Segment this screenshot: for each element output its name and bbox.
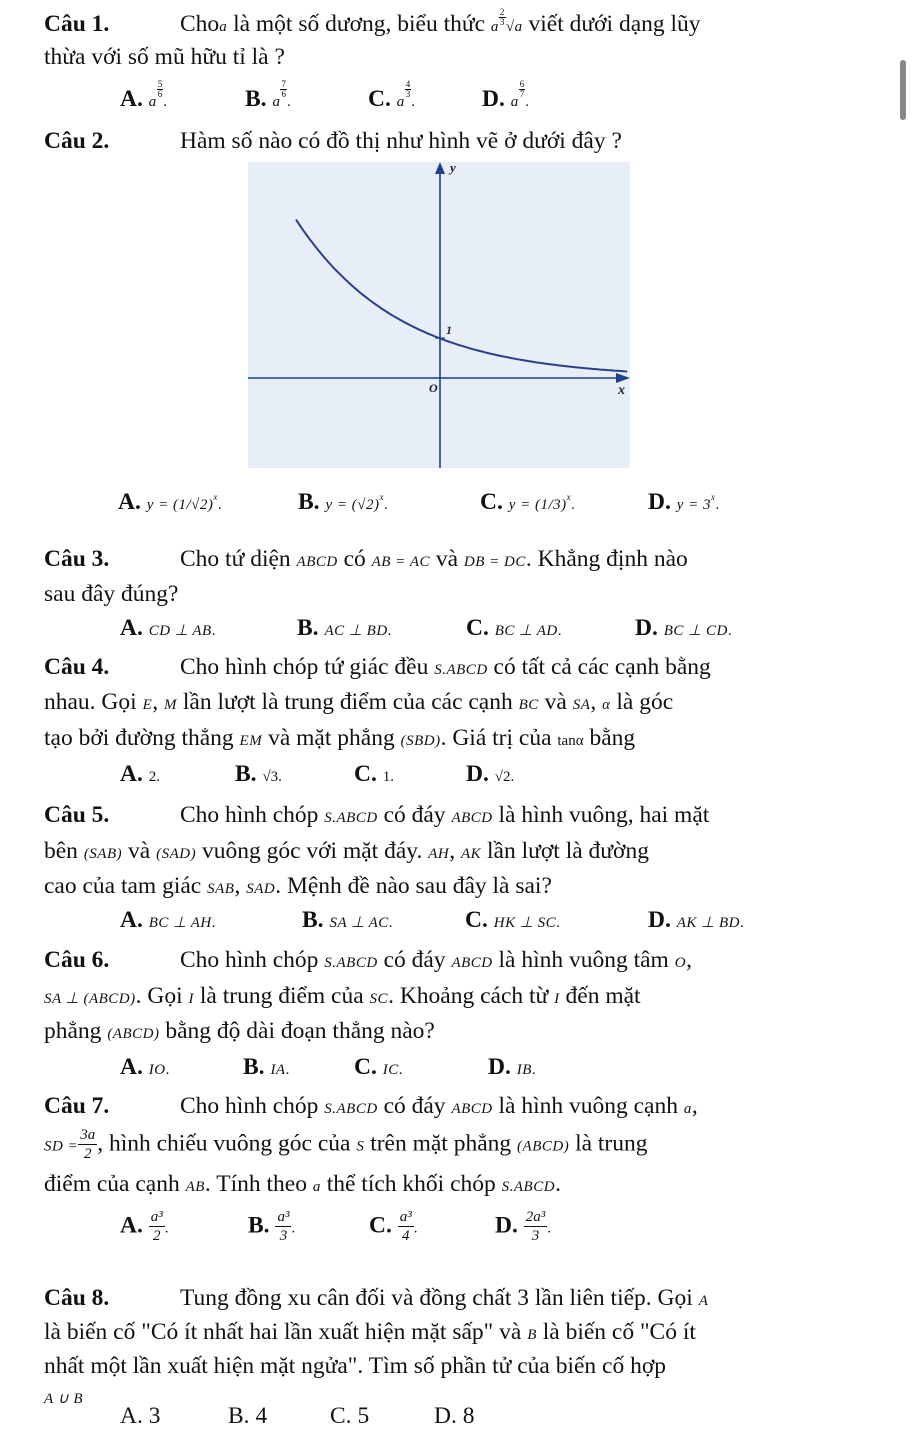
question-8-line-2: là biến cố "Có ít nhất hai lần xuất hiện mặt sấp" và B là biến cố "Có ít [44,1319,696,1345]
question-5: Câu 5. Cho hình chóp S.ABCD có đáy ABCD là hình vuông, hai mặt [44,802,710,828]
option-d[interactable]: D. $y = 3^x$. [648,489,720,515]
question-8: Câu 8. Tung đồng xu cân đối và đồng chất 3 lần liên tiếp. Gọi A [44,1285,709,1311]
expression: a $\frac{2}{3}$ √a [490,7,523,35]
question-4-line-3: tạo bởi đường thẳng EM và mặt phẳng (SBD). Giá trị của tanα bằng [44,725,636,751]
option-b[interactable]: B. IA. [243,1054,290,1080]
option-b[interactable]: B. 4 [228,1403,268,1429]
option-a[interactable]: A. BC ⊥ AH. [120,907,216,933]
question-6-line-3: phẳng (ABCD) bằng độ dài đoạn thẳng nào? [44,1018,435,1044]
y-axis-label: y [450,162,456,175]
option-c[interactable]: C. 5 [330,1403,370,1429]
option-a[interactable]: A. IO. [120,1054,170,1080]
question-number: Câu 1. [44,11,110,37]
origin-label: O [429,381,438,395]
option-c[interactable]: C. $y = (1/3)^x$. [480,489,575,515]
option-c[interactable]: C. a $\frac{4}{3}$ . [368,79,415,112]
option-c[interactable]: C. HK ⊥ SC. [465,907,560,933]
question-6-line-2: SA ⊥ (ABCD). Gọi I là trung điểm của SC. Khoảng cách từ I đến mặt [44,983,641,1009]
question-7-line-3: điểm của cạnh AB. Tính theo a thể tích khối chóp S.ABCD. [44,1171,561,1197]
question-4-line-2: nhau. Gọi E, M lần lượt là trung điểm của các cạnh BC và SA, α là góc [44,689,674,715]
question-4: Câu 4. Cho hình chóp tứ giác đều S.ABCD có tất cả các cạnh bằng [44,654,711,680]
graph-background [248,162,630,468]
option-d[interactable]: D. AK ⊥ BD. [648,907,744,933]
option-d[interactable]: D. IB. [488,1054,536,1080]
question-5-line-3: cao của tam giác SAB, SAD. Mệnh đề nào sau đây là sai? [44,873,552,899]
x-axis-label: x [618,383,625,398]
tick-label-1: 1 [446,323,452,337]
option-a[interactable]: A. $\frac{\text{a³}}{2}$ . [120,1209,169,1244]
option-b[interactable]: B. a $\frac{7}{6}$ . [245,79,291,112]
question-2: Câu 2. Hàm số nào có đồ thị như hình vẽ ở dưới đây ? [44,128,622,154]
question-8-line-3: nhất một lần xuất hiện mặt ngửa". Tìm số phần tử của biến cố hợp [44,1353,667,1379]
option-d[interactable]: D. BC ⊥ CD. [635,615,732,641]
option-b[interactable]: B. SA ⊥ AC. [302,907,393,933]
option-c[interactable]: C. $\frac{\text{a³}}{4}$ . [369,1209,418,1244]
question-8-line-4: A ∪ B [44,1391,84,1407]
option-d[interactable]: D. a $\frac{6}{7}$ . [482,79,529,112]
question-6: Câu 6. Cho hình chóp S.ABCD có đáy ABCD là hình vuông tâm O, [44,947,692,973]
option-d[interactable]: D. 8 [434,1403,475,1429]
option-a[interactable]: A. 3 [120,1403,161,1429]
question-3: Câu 3. Cho tứ diện ABCD có AB = AC và DB = DC. Khẳng định nào [44,546,688,572]
option-b[interactable]: B. $y = (√2)^x$. [298,489,388,515]
question-5-line-2: bên (SAB) và (SAD) vuông góc với mặt đáy. AH, AK lần lượt là đường [44,838,649,864]
question-7: Câu 7. Cho hình chóp S.ABCD có đáy ABCD là hình vuông cạnh a, [44,1093,698,1119]
option-b[interactable]: B. √3. [235,761,282,787]
option-c[interactable]: C. BC ⊥ AD. [466,615,562,641]
option-d[interactable]: D. √2. [466,761,515,787]
question-3-line-2: sau đây đúng? [44,581,179,607]
exponential-graph [248,162,630,468]
option-d[interactable]: D. $\frac{\text{2a³}}{3}$ . [495,1209,551,1244]
question-7-line-2: SD = $\frac{3a}{2}$ , hình chiếu vuông góc của S trên mặt phẳng (ABCD) là trung [44,1127,648,1162]
option-c[interactable]: C. 1. [354,761,394,787]
option-b[interactable]: B. $\frac{\text{a³}}{3}$ . [248,1209,296,1244]
question-1-line-2: thừa với số mũ hữu tỉ là ? [44,44,285,70]
option-b[interactable]: B. AC ⊥ BD. [297,615,392,641]
option-a[interactable]: A. CD ⊥ AB. [120,615,216,641]
option-c[interactable]: C. IC. [354,1054,403,1080]
option-a[interactable]: A. 2. [120,761,160,787]
option-a[interactable]: A. a $\frac{5}{6}$ . [120,79,167,112]
option-a[interactable]: A. $y = (1/√2)^x$. [118,489,222,515]
question-1: Câu 1. Choa là một số dương, biểu thức a $\frac{2}{3}$ √a viết dưới dạng lũy [44,7,701,37]
scrollbar[interactable] [900,60,906,120]
